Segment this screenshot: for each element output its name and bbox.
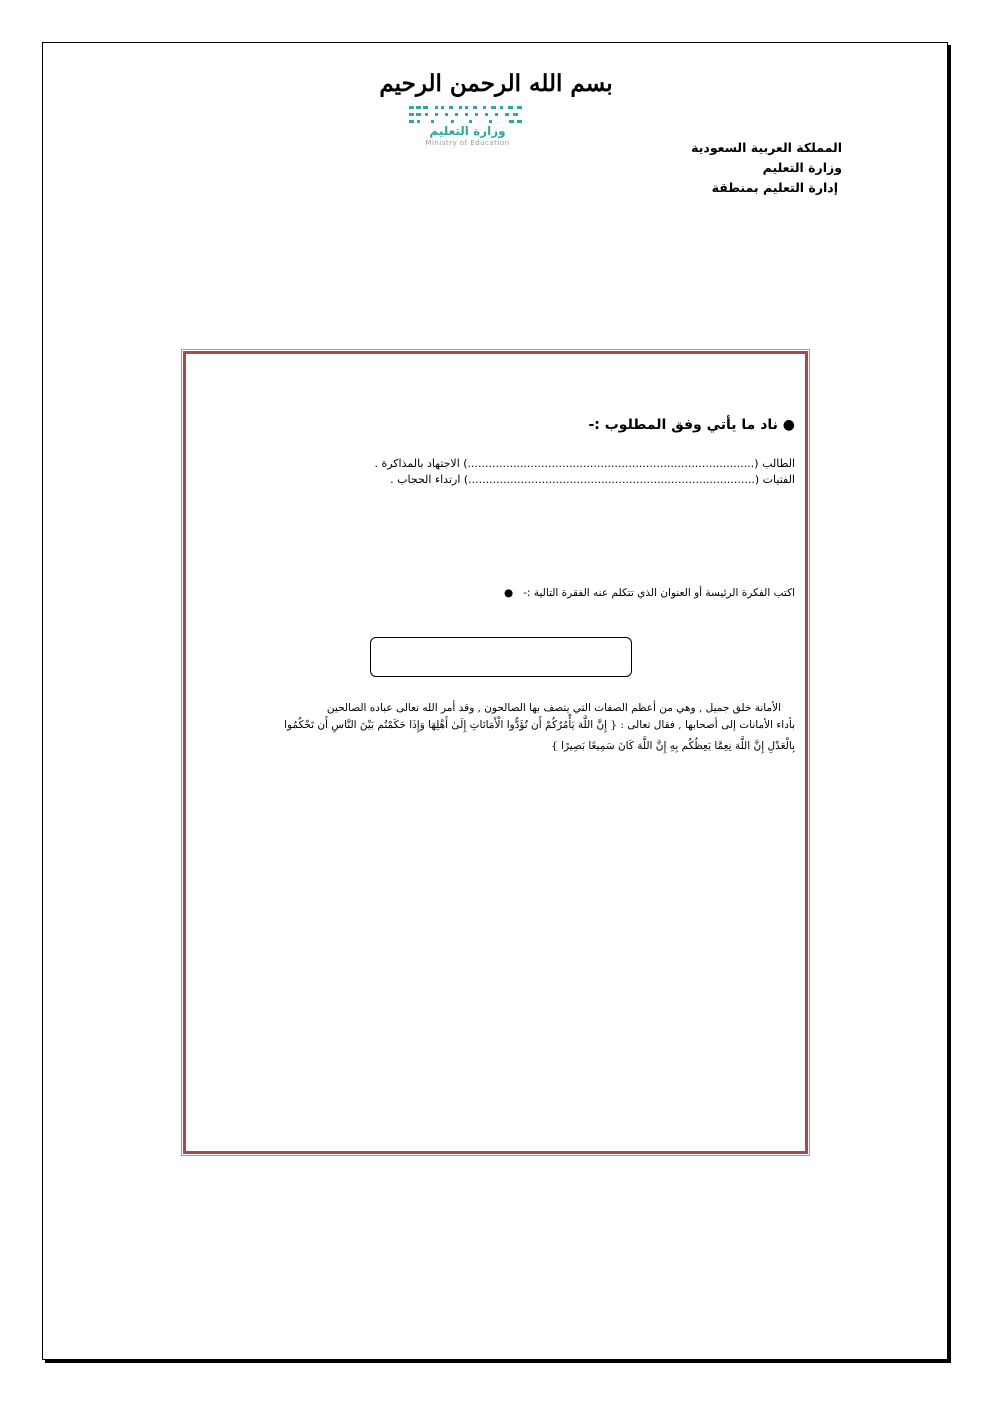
- passage-line-2: بأداء الأمانات إلى أصحابها , فقال تعالى : { إِنَّ اللَّهَ يَأْمُرُكُمْ أَن تُؤَدُّوا الْأَمَانَاتِ إِلَىٰ أَهْلِهَا وَإِذَا حَكَمْتُم بَيْنَ النَّاسِ أَن تَحْكُمُوا: [284, 719, 795, 731]
- logo-arabic-text: وزارة التعليم: [429, 124, 506, 138]
- question-1-title-text: ناد ما يأتي وفق المطلوب :-: [588, 417, 778, 433]
- passage-line-3: بِالْعَدْلِ إِنَّ اللَّهَ نِعِمَّا يَعِظُكُم بِهِ إِنَّ اللَّهَ كَانَ سَمِيعًا بَصِيرًا }: [551, 740, 795, 752]
- question-2-title-text: اكتب الفكرة الرئيسة أو العنوان الذي تتكلم عنه الفقرة التالية :-: [523, 587, 795, 599]
- basmala-heading: بسم الله الرحمن الرحيم: [379, 70, 613, 97]
- header-lines: [602, 138, 842, 198]
- ministry-line: وزارة التعليم: [762, 160, 842, 175]
- fill-blank-line-2[interactable]: الفتيات (..................................................................................) ارتداء الحجاب .: [390, 473, 795, 486]
- answer-box[interactable]: [370, 637, 632, 677]
- question-1-title: [235, 417, 795, 433]
- ministry-logo: [405, 104, 530, 150]
- logo-english-text: Ministry of Education: [425, 139, 510, 147]
- question-1-lines: [235, 456, 795, 488]
- question-2-bullet-icon: ●: [504, 587, 520, 599]
- country-line: المملكة العربية السعودية: [691, 140, 842, 155]
- question-1-bullet-icon: ●: [782, 417, 795, 433]
- passage-line-1: الأمانة خلق جميل , وهي من أعظم الصفات التي يتصف بها الصالحون , وقد أمر الله تعالى عباده الصالحين: [326, 702, 781, 714]
- department-line: إدارة التعليم بمنطقة: [711, 180, 838, 195]
- passage-paragraph: [235, 700, 795, 755]
- fill-blank-line-1[interactable]: الطالب (..................................................................................) الاجتهاد بالمذاكرة .: [374, 457, 795, 470]
- logo-dots-icon: [405, 104, 530, 126]
- question-2-title: [235, 587, 795, 599]
- question-box: [183, 351, 808, 1154]
